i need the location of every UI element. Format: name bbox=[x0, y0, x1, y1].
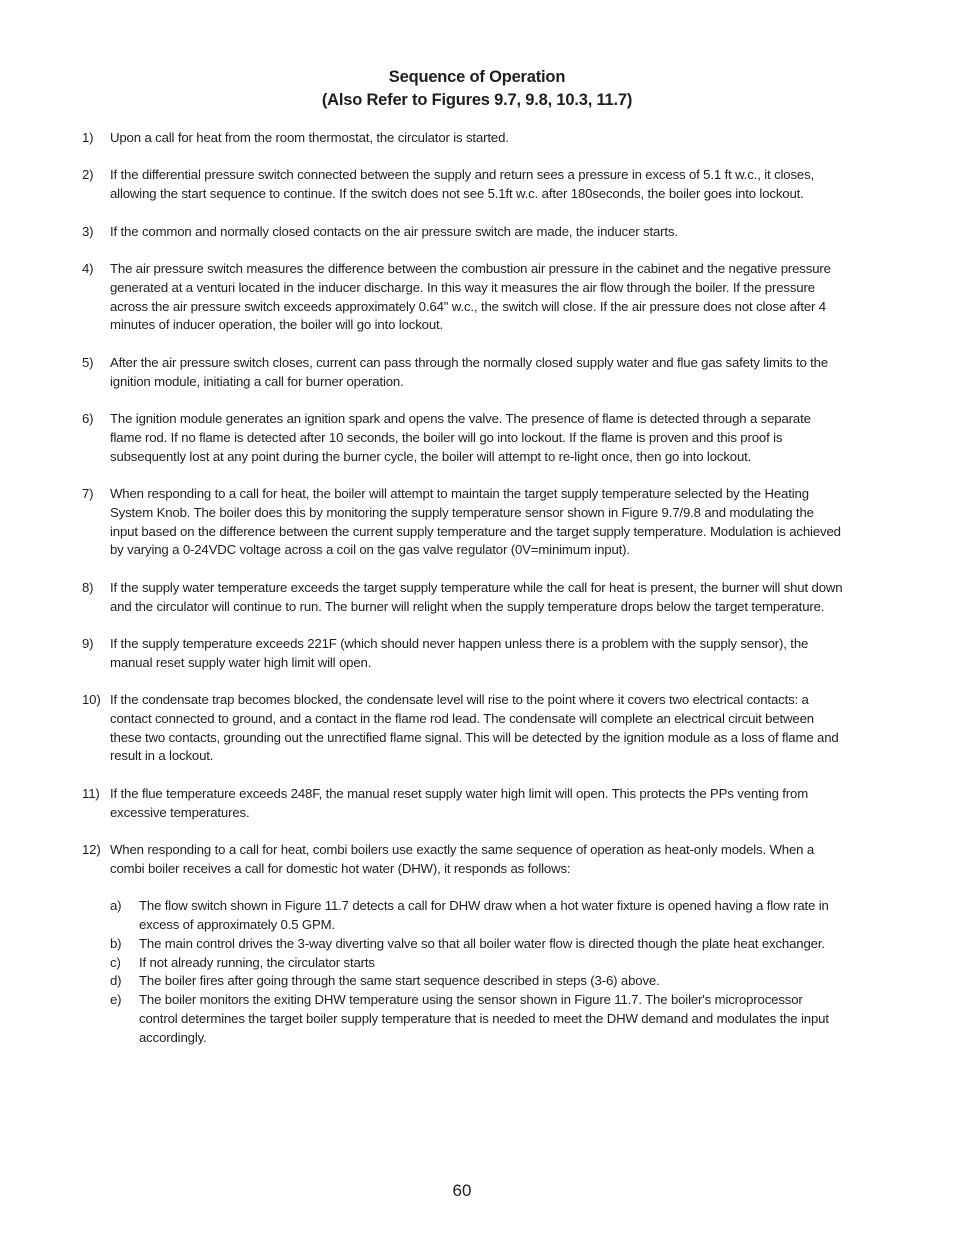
step-10 bbox=[82, 691, 844, 766]
substep-e bbox=[110, 991, 844, 1047]
page-subtitle: (Also Refer to Figures 9.7, 9.8, 10.3, 11.7) bbox=[321, 91, 633, 109]
dhw-substeps-list bbox=[110, 897, 844, 1047]
step-number: 2) bbox=[82, 167, 94, 183]
substep-letter: b) bbox=[110, 935, 122, 951]
page-title: Sequence of Operation bbox=[388, 68, 566, 86]
step-2 bbox=[82, 166, 844, 204]
substep-text: If not already running, the circulator starts bbox=[139, 954, 375, 970]
step-number: 1) bbox=[82, 130, 94, 145]
substep-letter: e) bbox=[110, 992, 122, 1008]
step-body bbox=[110, 841, 844, 1048]
step-text: If the common and normally closed contacts on the air pressure switch are made, the inducer starts. bbox=[110, 223, 678, 239]
step-number: 11) bbox=[82, 785, 100, 801]
step-9 bbox=[82, 635, 844, 673]
substep-letter: d) bbox=[110, 973, 122, 989]
title-block bbox=[0, 66, 954, 112]
step-text: When responding to a call for heat, combi boilers use exactly the same sequence of operation as heat-only models. When a combi boiler receives a call for domestic hot water (DHW), it responds as follows: bbox=[110, 842, 815, 876]
substep-c bbox=[110, 954, 844, 973]
step-text: When responding to a call for heat, the boiler will attempt to maintain the target supply temperature selected by the Heating System Knob. The boiler does this by monitoring the supply temperature sensor shown in Figure 9.7/9.8 and modulating the input based on the difference between the current supply temperature and the target supply temperature. Modulation is achieved by varying a 0-24VDC voltage across a coil on the gas valve regulator (0V=minimum input). bbox=[110, 485, 841, 558]
step-text: If the condensate trap becomes blocked, the condensate level will rise to the point where it covers two electrical contacts: a contact connected to ground, and a contact in the flame rod lead. The condensate will complete an electrical circuit between these two contacts, grounding out the unrectified flame signal. This will be detected by the ignition module as a loss of flame and result in a lockout. bbox=[110, 692, 839, 764]
step-4 bbox=[82, 260, 844, 335]
step-text: The ignition module generates an ignition spark and opens the valve. The presence of flame is detected through a separate flame rod. If no flame is detected after 10 seconds, the boiler will go into lockout. If the flame is proven and this proof is subsequently lost at any point during the burner cycle, the boiler will attempt to re-light once, then go into lockout. bbox=[110, 410, 811, 464]
substep-text: The flow switch shown in Figure 11.7 detects a call for DHW draw when a hot water fixture is opened having a flow rate in excess of approximately 0.5 GPM. bbox=[139, 898, 829, 933]
step-8 bbox=[82, 579, 844, 617]
step-number: 5) bbox=[82, 354, 94, 370]
step-number: 8) bbox=[82, 579, 94, 595]
step-text: Upon a call for heat from the room thermostat, the circulator is started. bbox=[110, 130, 509, 145]
step-11 bbox=[82, 785, 844, 823]
step-text: If the supply temperature exceeds 221F (which should never happen unless there is a problem with the supply sensor), the manual reset supply water high limit will open. bbox=[110, 635, 809, 670]
substep-d bbox=[110, 972, 844, 991]
step-6 bbox=[82, 410, 844, 466]
substep-a bbox=[110, 897, 844, 935]
substep-text: The main control drives the 3-way diverting valve so that all boiler water flow is directed though the plate heat exchanger. bbox=[139, 935, 825, 951]
step-7 bbox=[82, 485, 844, 560]
substep-letter: c) bbox=[110, 954, 121, 970]
step-text: If the flue temperature exceeds 248F, the manual reset supply water high limit will open. This protects the PPs venting from excessive temperatures. bbox=[110, 785, 809, 820]
step-5 bbox=[82, 354, 844, 392]
step-text: After the air pressure switch closes, current can pass through the normally closed supply water and flue gas safety limits to the ignition module, initiating a call for burner operation. bbox=[110, 354, 829, 389]
step-text: The air pressure switch measures the difference between the combustion air pressure in the cabinet and the negative pressure generated at a venturi located in the inducer discharge. In this way it measures the air flow through the boiler. If the pressure across the air pressure switch exceeds approximately 0.64" w.c., the switch will close. If the air pressure does not close after 4 minutes of inducer operation, the boiler will go into lockout. bbox=[110, 260, 831, 333]
substep-text: The boiler fires after going through the same start sequence described in steps (3-6) above. bbox=[139, 973, 660, 989]
substep-b bbox=[110, 935, 844, 954]
step-number: 9) bbox=[82, 635, 94, 651]
page-number: 60 bbox=[452, 1181, 472, 1200]
step-number: 12) bbox=[82, 842, 101, 858]
step-text: If the differential pressure switch connected between the supply and return sees a pressure in excess of 5.1 ft w.c., it closes, allowing the start sequence to continue. If the switch does not see 5.1ft w.c. after 180seconds, the boiler goes into lockout. bbox=[110, 167, 815, 202]
step-text: If the supply water temperature exceeds the target supply temperature while the call for heat is present, the burner will shut down and the circulator will continue to run. The burner will relight when the supply temperature drops below the target temperature. bbox=[110, 579, 843, 614]
step-12 bbox=[82, 841, 844, 1048]
substep-text: The boiler monitors the exiting DHW temperature using the sensor shown in Figure 11.7. The boiler's microprocessor control determines the target boiler supply temperature that is needed to meet the DHW demand and modulates the input accordingly. bbox=[139, 992, 829, 1045]
sequence-steps-list bbox=[82, 129, 844, 1066]
step-3 bbox=[82, 223, 844, 242]
step-number: 4) bbox=[82, 260, 94, 276]
substep-letter: a) bbox=[110, 898, 122, 914]
step-number: 7) bbox=[82, 485, 94, 501]
step-number: 6) bbox=[82, 410, 94, 426]
step-number: 10) bbox=[82, 692, 101, 708]
step-number: 3) bbox=[82, 223, 94, 239]
step-1 bbox=[82, 129, 844, 148]
